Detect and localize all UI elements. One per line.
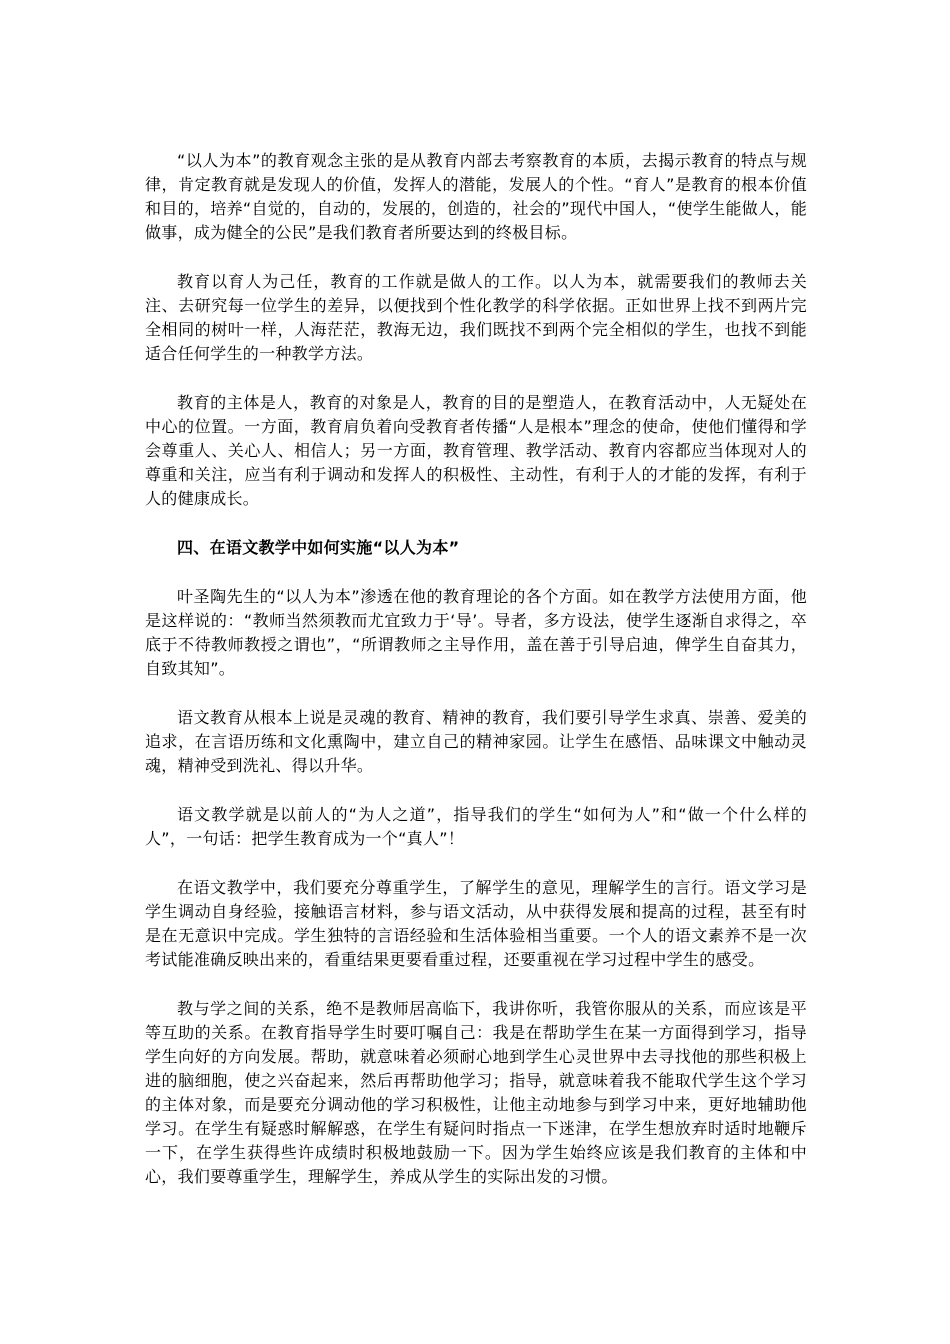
paragraph-3: 教育的主体是人，教育的对象是人，教育的目的是塑造人，在教育活动中，人无疑处在中心的位置。一方面，教育肩负着向受教育者传播“人是根本”理念的使命，使他们懂得和学会尊重人、关心人、相信人；另一方面，教育管理、教学活动、教育内容都应当体现对人的尊重和关注，应当有利于调动和发挥人的积极性、主动性，有利于人的才能的发挥，有利于人的健康成长。 bbox=[145, 393, 807, 508]
paragraph-2: 教育以育人为己任，教育的工作就是做人的工作。以人为本，就需要我们的教师去关注、去研究每一位学生的差异，以便找到个性化教学的科学依据。正如世界上找不到两片完全相同的树叶一样，人海茫茫，教海无边，我们既找不到两个完全相似的学生，也找不到能适合任何学生的一种教学方法。 bbox=[145, 272, 807, 363]
paragraph-6: 语文教学就是以前人的“为人之道”，指导我们的学生“如何为人”和“做一个什么样的人”，一句话：把学生教育成为一个“真人”！ bbox=[145, 805, 807, 848]
paragraph-4: 叶圣陶先生的“以人为本”渗透在他的教育理论的各个方面。如在教学方法使用方面，他是这样说的：“教师当然须教而尤宜致力于‘导’。导者，多方设法，使学生逐渐自求得之，卒底于不待教师教授之谓也”，“所谓教师之主导作用，盖在善于引导启迪，俾学生自奋其力，自致其知”。 bbox=[145, 587, 807, 678]
document-body bbox=[145, 149, 807, 1214]
section-heading: 四、在语文教学中如何实施“以人为本” bbox=[177, 538, 460, 557]
paragraph-1: “以人为本”的教育观念主张的是从教育内部去考察教育的本质，去揭示教育的特点与规律，肯定教育就是发现人的价值，发挥人的潜能，发展人的个性。“育人”是教育的根本价值和目的，培养“自觉的，自动的，发展的，创造的，社会的”现代中国人，“使学生能做人，能做事，成为健全的公民”是我们教育者所要达到的终极目标。 bbox=[145, 151, 807, 242]
paragraph-7: 在语文教学中，我们要充分尊重学生，了解学生的意见，理解学生的言行。语文学习是学生调动自身经验，接触语言材料，参与语文活动，从中获得发展和提高的过程，甚至有时是在无意识中完成。学生独特的言语经验和生活体验相当重要。一个人的语文素养不是一次考试能准确反映出来的，看重结果更要看重过程，还要重视在学习过程中学生的感受。 bbox=[145, 878, 807, 969]
paragraph-5: 语文教育从根本上说是灵魂的教育、精神的教育，我们要引导学生求真、崇善、爱美的追求，在言语历练和文化熏陶中，建立自己的精神家园。让学生在感悟、品味课文中触动灵魂，精神受到洗礼、得以升华。 bbox=[145, 708, 807, 775]
paragraph-8: 教与学之间的关系，绝不是教师居高临下，我讲你听，我管你服从的关系，而应该是平等互助的关系。在教育指导学生时要叮嘱自己：我是在帮助学生在某一方面得到学习，指导学生向好的方向发展。帮助，就意味着必须耐心地到学生心灵世界中去寻找他的那些积极上进的脑细胞，使之兴奋起来，然后再帮助他学习；指导，就意味着我不能取代学生这个学习的主体对象，而是要充分调动他的学习积极性，让他主动地参与到学习中来，更好地辅助他学习。在学生有疑惑时解解惑，在学生有疑问时指点一下迷津，在学生想放弃时适时地鞭斥一下，在学生获得些许成绩时积极地鼓励一下。因为学生始终应该是我们教育的主体和中心，我们要尊重学生，理解学生，养成从学生的实际出发的习惯。 bbox=[145, 999, 807, 1186]
